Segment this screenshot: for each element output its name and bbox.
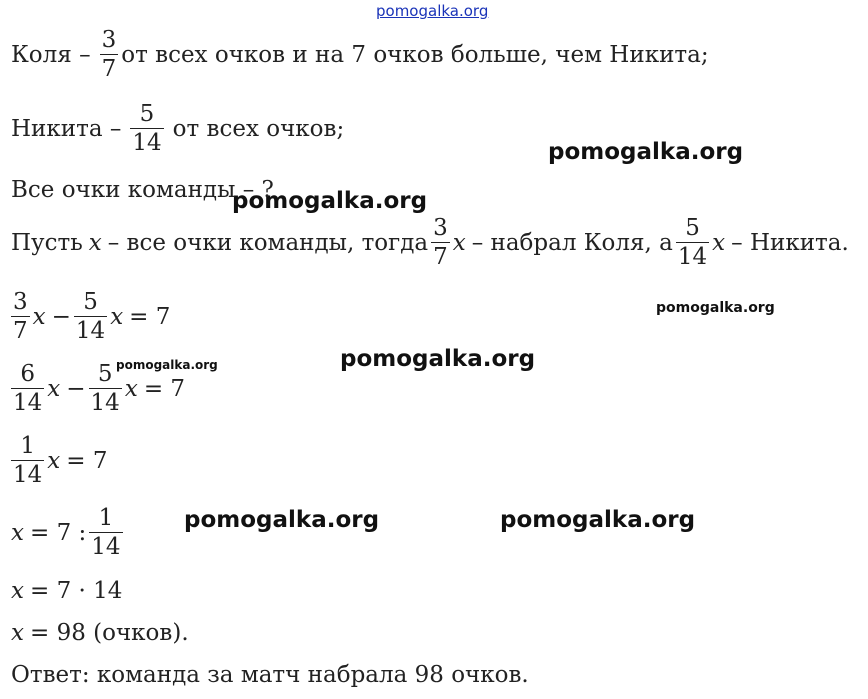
numerator: 6 [20, 361, 35, 387]
fraction [11, 434, 44, 487]
variable: x [32, 303, 46, 330]
denominator: 7 [433, 244, 448, 271]
watermark-link[interactable]: pomogalka.org [376, 2, 489, 20]
equation-5 [11, 578, 122, 604]
lhs: = 7 : [29, 519, 87, 546]
numerator: 5 [139, 101, 155, 127]
variable: x [124, 375, 138, 402]
fraction [431, 216, 450, 269]
answer-text: Ответ: команда за матч набрала 98 очков. [11, 662, 529, 688]
text: – набрал Коля, а [471, 229, 673, 256]
fraction [676, 216, 709, 269]
denominator: 14 [75, 318, 106, 345]
watermark: pomogalka.org [548, 139, 744, 165]
denominator: 14 [13, 462, 43, 489]
denominator: 14 [91, 534, 121, 561]
fraction [130, 102, 163, 155]
watermark: pomogalka.org [116, 358, 218, 372]
answer [11, 662, 529, 688]
numerator: 5 [83, 289, 98, 315]
numerator: 1 [98, 505, 114, 531]
variable: x [47, 447, 61, 474]
denominator: 14 [677, 244, 708, 271]
rhs: = 7 [129, 303, 171, 330]
variable: x [88, 229, 102, 256]
rhs: = 7 [66, 447, 108, 474]
rhs: = 7 [143, 375, 186, 402]
given-kolya [11, 28, 709, 81]
rhs: = 98 (очков). [29, 620, 189, 646]
watermark: pomogalka.org [656, 300, 775, 316]
text: Все очки команды – ? [11, 177, 274, 203]
numerator: 3 [13, 289, 28, 315]
question [11, 177, 274, 203]
given-nikita [11, 102, 344, 155]
text: – все очки команды, тогда [107, 229, 429, 256]
watermark: pomogalka.org [184, 507, 380, 533]
fraction [74, 290, 107, 343]
denominator: 14 [132, 130, 162, 157]
numerator: 3 [433, 215, 448, 241]
watermark: pomogalka.org [340, 346, 536, 372]
numerator: 5 [97, 361, 113, 387]
numerator: 5 [685, 215, 700, 241]
denominator: 14 [13, 390, 43, 417]
watermark: pomogalka.org [232, 188, 428, 214]
denominator: 14 [90, 390, 120, 417]
minus-sign: − [51, 303, 71, 330]
numerator: 3 [101, 27, 117, 53]
equation-4 [11, 506, 126, 559]
denominator: 7 [13, 318, 28, 345]
text: Никита – [11, 115, 122, 142]
variable: x [11, 620, 24, 646]
variable: x [110, 303, 124, 330]
equation-6 [11, 620, 189, 646]
numerator: 1 [20, 433, 35, 459]
minus-sign: − [66, 375, 86, 402]
equation-1 [11, 290, 170, 343]
fraction [89, 506, 122, 559]
let-statement [11, 216, 849, 269]
fraction [11, 290, 30, 343]
denominator: 7 [101, 56, 117, 83]
text: – Никита. [731, 229, 849, 256]
text: от всех очков и на 7 очков больше, чем Никита; [121, 41, 709, 68]
variable: x [11, 519, 24, 546]
equation-2 [11, 362, 185, 415]
variable: x [452, 229, 466, 256]
text: Пусть [11, 229, 83, 256]
variable: x [11, 578, 24, 604]
fraction [100, 28, 119, 81]
fraction [89, 362, 122, 415]
text: от всех очков; [172, 115, 345, 142]
variable: x [712, 229, 726, 256]
variable: x [47, 375, 61, 402]
rhs: = 7 · 14 [29, 578, 123, 604]
fraction [11, 362, 44, 415]
equation-3 [11, 434, 107, 487]
text: Коля – [11, 41, 91, 68]
watermark: pomogalka.org [500, 507, 696, 533]
